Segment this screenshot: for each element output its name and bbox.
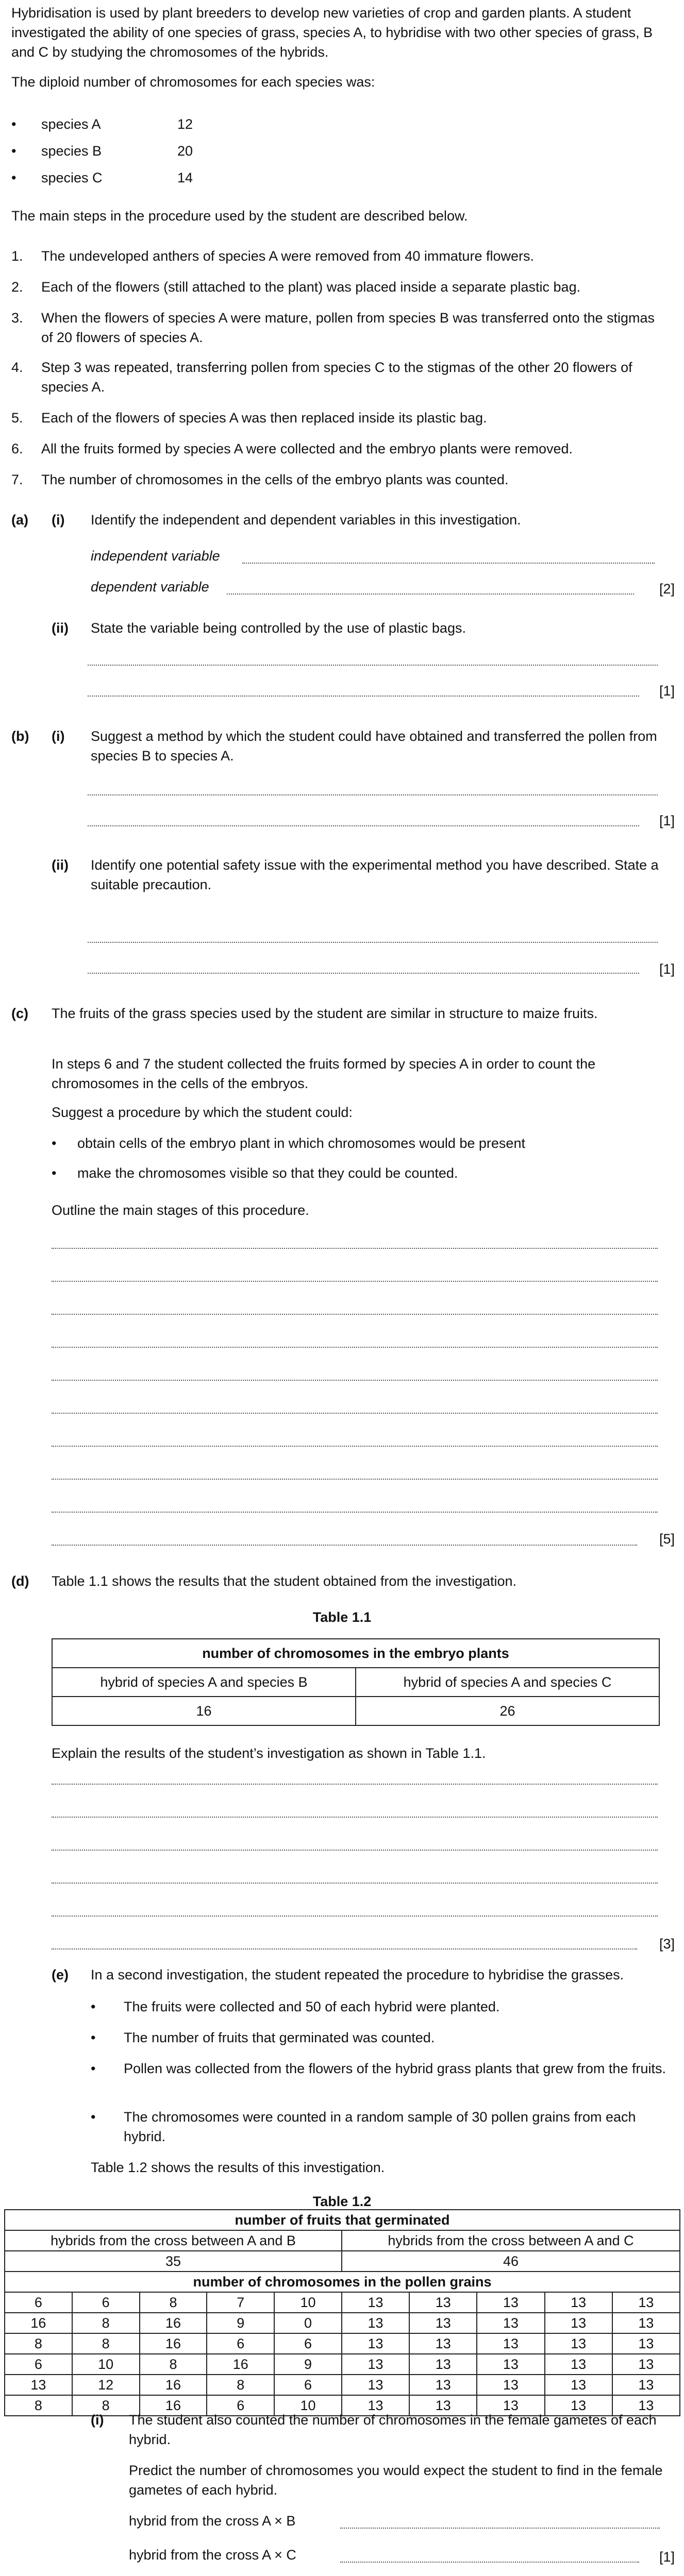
table-cell: 8 (72, 2395, 140, 2416)
table-cell: 13 (545, 2375, 612, 2395)
table-cell: 13 (545, 2292, 612, 2313)
species-name: species C (41, 170, 103, 185)
table-row (5, 2375, 680, 2395)
question-text: Table 1.1 shows the results that the student obtained from the investigation. (52, 1573, 517, 1589)
table-cell: 13 (409, 2375, 477, 2395)
question-label: (ii) (52, 857, 69, 873)
question-label: (a) (11, 512, 28, 528)
table-cell: 16 (5, 2313, 72, 2333)
table-cell: 13 (477, 2313, 544, 2333)
table-cell: 6 (207, 2395, 274, 2416)
mark-allocation: [2] (659, 581, 675, 597)
step-text: The number of chromosomes in the cells of the embryo plants was counted. (41, 472, 509, 487)
table-row (5, 2333, 680, 2354)
table-cell: 7 (207, 2292, 274, 2313)
question-text: In steps 6 and 7 the student collected the fruits formed by species A in order to count the chromosomes in the cells of the embryos. (52, 1056, 596, 1091)
table-cell: 6 (5, 2292, 72, 2313)
mark-allocation: [5] (659, 1531, 675, 1547)
answer-line[interactable] (52, 1280, 658, 1282)
table-cell: 8 (5, 2395, 72, 2416)
table-header-cell: hybrids from the cross between A and C (342, 2230, 680, 2251)
species-count: 12 (177, 116, 193, 132)
table-cell: 12 (72, 2375, 140, 2395)
answer-line[interactable] (52, 1882, 658, 1884)
table-cell: 13 (612, 2333, 680, 2354)
answer-line[interactable] (340, 2528, 660, 2529)
question-text: Identify the independent and dependent variables in this investigation. (91, 512, 521, 528)
table-header: number of fruits that germinated (5, 2210, 680, 2230)
table-cell: 13 (477, 2395, 544, 2416)
bullet-text: The fruits were collected and 50 of each hybrid were planted. (124, 1999, 500, 2014)
steps-heading: The main steps in the procedure used by the student are described below. (11, 208, 468, 224)
table-cell: 13 (612, 2354, 680, 2375)
table-cell: 13 (545, 2333, 612, 2354)
bullet-text: Pollen was collected from the flowers of the hybrid grass plants that grew from the fruits. (124, 2061, 666, 2076)
table-cell: 8 (140, 2354, 207, 2375)
answer-line[interactable] (52, 1313, 658, 1315)
dependent-variable-label: dependent variable (91, 579, 209, 595)
question-text: hybrid from the cross A × B (129, 2513, 296, 2529)
table-cell: 6 (207, 2333, 274, 2354)
question-label: (c) (11, 1006, 28, 1021)
table-cell: 16 (140, 2395, 207, 2416)
table-cell: 13 (477, 2354, 544, 2375)
table-cell: 8 (72, 2333, 140, 2354)
step-text: The undeveloped anthers of species A were removed from 40 immature flowers. (41, 248, 534, 264)
table-cell: 9 (274, 2354, 342, 2375)
species-count: 14 (177, 170, 193, 185)
answer-line[interactable] (52, 1478, 658, 1480)
step-text: When the flowers of species A were mature, pollen from species B was transferred onto the stigmas of 20 flowers of species A. (41, 310, 655, 345)
table-cell: 13 (342, 2395, 409, 2416)
question-text: Suggest a procedure by which the student could: (52, 1105, 353, 1120)
question-text: State the variable being controlled by the use of plastic bags. (91, 620, 466, 636)
answer-line[interactable] (88, 824, 639, 826)
question-label: (i) (52, 728, 65, 744)
answer-line[interactable] (52, 1816, 658, 1818)
table-cell: 13 (477, 2292, 544, 2313)
table-header-cell: hybrids from the cross between A and B (5, 2230, 342, 2251)
table-cell: 8 (5, 2333, 72, 2354)
answer-line[interactable] (52, 1511, 658, 1513)
table-cell: 13 (342, 2375, 409, 2395)
answer-line[interactable] (52, 1544, 637, 1546)
table-header: number of chromosomes in the embryo plants (52, 1639, 659, 1668)
table-cell: 8 (140, 2292, 207, 2313)
mark-allocation: [3] (659, 1936, 675, 1952)
bullet-text: The chromosomes were counted in a random sample of 30 pollen grains from each hybrid. (124, 2109, 636, 2144)
diploid-heading: The diploid number of chromosomes for each species was: (11, 74, 375, 90)
answer-line[interactable] (52, 1412, 658, 1414)
mark-allocation: [1] (659, 683, 675, 699)
step-text: All the fruits formed by species A were collected and the embryo plants were removed. (41, 441, 573, 456)
table-cell: 13 (477, 2333, 544, 2354)
table-cell: 13 (342, 2313, 409, 2333)
bullet-text: obtain cells of the embryo plant in which chromosomes would be present (77, 1136, 525, 1151)
table-cell: 0 (274, 2313, 342, 2333)
answer-line[interactable] (52, 1849, 658, 1851)
table-1-1 (52, 1638, 660, 1726)
table-header: number of chromosomes in the pollen grains (5, 2272, 680, 2292)
table-cell: 13 (545, 2354, 612, 2375)
mark-allocation: [1] (659, 961, 675, 977)
question-text: hybrid from the cross A × C (129, 2547, 296, 2563)
table-cell: 13 (545, 2395, 612, 2416)
table-cell: 6 (274, 2375, 342, 2395)
table-cell: 13 (409, 2292, 477, 2313)
table-caption: Table 1.2 (312, 2194, 372, 2209)
answer-line[interactable] (52, 1379, 658, 1381)
question-text: In a second investigation, the student repeated the procedure to hybridise the grasses. (91, 1967, 624, 1982)
answer-line[interactable] (227, 594, 634, 595)
table-cell: 35 (5, 2251, 342, 2272)
table-cell: 46 (342, 2251, 680, 2272)
species-name: species B (41, 143, 102, 159)
table-cell: 16 (207, 2354, 274, 2375)
answer-line[interactable] (88, 941, 658, 943)
answer-line[interactable] (52, 1947, 637, 1950)
question-text: The fruits of the grass species used by the student are similar in structure to maize fruits. (52, 1006, 598, 1021)
independent-variable-label: independent variable (91, 548, 220, 564)
table-cell: 13 (612, 2375, 680, 2395)
answer-line[interactable] (52, 1914, 658, 1917)
mark-allocation: [1] (659, 2549, 675, 2565)
question-text: Table 1.2 shows the results of this investigation. (91, 2160, 385, 2175)
answer-line[interactable] (242, 563, 655, 564)
table-cell: 8 (72, 2313, 140, 2333)
question-label: (d) (11, 1573, 29, 1589)
table-cell: 13 (342, 2292, 409, 2313)
species-name: species A (41, 116, 101, 132)
table-cell: 13 (409, 2354, 477, 2375)
table-row (5, 2292, 680, 2313)
table-cell: 16 (140, 2375, 207, 2395)
table-header-cell: hybrid of species A and species C (356, 1668, 659, 1697)
answer-line[interactable] (52, 1247, 658, 1249)
question-label: (i) (52, 512, 65, 528)
answer-line[interactable] (88, 664, 658, 666)
intro-text: Hybridisation is used by plant breeders to develop new varieties of crop and garden plants. A student investigated the ability of one species of grass, species A, to hybridise with two other species of grass, B and C by studying the chromosomes of the hybrids. (11, 5, 653, 60)
question-label: (b) (11, 728, 29, 744)
table-cell: 13 (612, 2292, 680, 2313)
table-cell: 13 (477, 2375, 544, 2395)
table-row (5, 2313, 680, 2333)
question-text: Outline the main stages of this procedure. (52, 1202, 309, 1218)
table-1-2 (4, 2209, 680, 2416)
step-text: Each of the flowers of species A was then replaced inside its plastic bag. (41, 410, 487, 426)
table-row (5, 2354, 680, 2375)
question-label: (i) (91, 2412, 104, 2428)
table-cell: 9 (207, 2313, 274, 2333)
answer-line[interactable] (52, 1783, 658, 1785)
step-text: Each of the flowers (still attached to the plant) was placed inside a separate plastic bag. (41, 279, 581, 295)
table-cell: 13 (612, 2395, 680, 2416)
question-label: (e) (52, 1967, 69, 1982)
question-text: Explain the results of the student’s investigation as shown in Table 1.1. (52, 1745, 486, 1761)
table-cell: 16 (140, 2313, 207, 2333)
answer-line[interactable] (88, 972, 639, 974)
table-cell: 13 (612, 2313, 680, 2333)
bullet-text: make the chromosomes visible so that they could be counted. (77, 1165, 458, 1181)
bullet-text: The number of fruits that germinated was counted. (124, 2030, 435, 2045)
table-cell: 16 (52, 1697, 356, 1725)
table-cell: 13 (409, 2333, 477, 2354)
species-count: 20 (177, 143, 193, 159)
answer-line[interactable] (88, 793, 658, 795)
step-text: Step 3 was repeated, transferring pollen from species C to the stigmas of the other 20 flowers of species A. (41, 360, 632, 395)
table-header-cell: hybrid of species A and species B (52, 1668, 356, 1697)
question-text: Predict the number of chromosomes you would expect the student to find in the female gametes of each hybrid. (129, 2463, 663, 2498)
question-label: (ii) (52, 620, 69, 636)
table-cell: 8 (207, 2375, 274, 2395)
table-cell: 16 (140, 2333, 207, 2354)
answer-line[interactable] (88, 694, 639, 697)
mark-allocation: [1] (659, 813, 675, 828)
table-cell: 10 (72, 2354, 140, 2375)
table-cell: 13 (409, 2313, 477, 2333)
question-text: Identify one potential safety issue with the experimental method you have described. State a suitable precaution. (91, 857, 659, 892)
table-cell: 10 (274, 2292, 342, 2313)
question-text: Suggest a method by which the student could have obtained and transferred the pollen from species B to species A. (91, 728, 657, 764)
question-text: The student also counted the number of chromosomes in the female gametes of each hybrid. (129, 2412, 657, 2447)
table-cell: 13 (409, 2395, 477, 2416)
answer-line[interactable] (340, 2562, 639, 2563)
table-cell: 6 (72, 2292, 140, 2313)
table-cell: 13 (342, 2354, 409, 2375)
table-cell: 26 (356, 1697, 659, 1725)
table-cell: 13 (342, 2333, 409, 2354)
answer-line[interactable] (52, 1346, 658, 1348)
table-cell: 13 (545, 2313, 612, 2333)
table-caption: Table 1.1 (312, 1609, 372, 1625)
answer-line[interactable] (52, 1445, 658, 1447)
table-cell: 6 (274, 2333, 342, 2354)
table-cell: 10 (274, 2395, 342, 2416)
table-cell: 6 (5, 2354, 72, 2375)
table-cell: 13 (5, 2375, 72, 2395)
